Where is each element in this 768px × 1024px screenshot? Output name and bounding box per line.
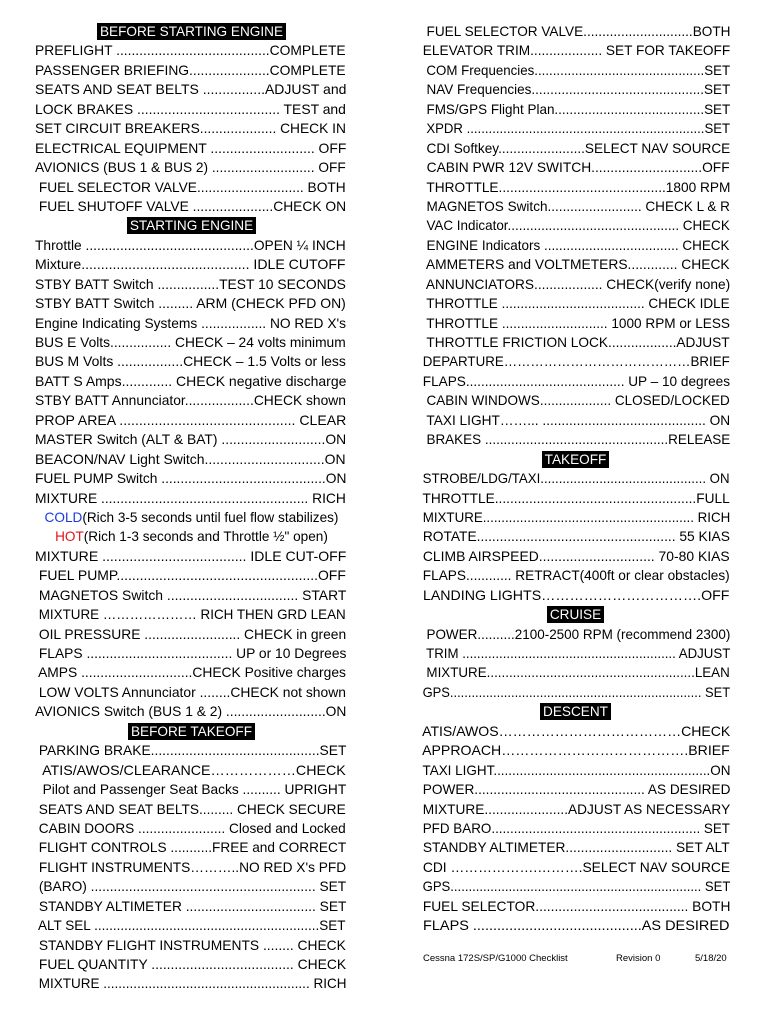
checklist-item bbox=[419, 236, 732, 255]
checklist-item bbox=[35, 236, 348, 255]
checklist-item-text: CDI ……………….……….SELECT NAV SOURCE bbox=[419, 858, 732, 877]
checklist-item bbox=[35, 119, 348, 138]
checklist-item bbox=[419, 586, 732, 605]
note-text: (Rich 1-3 seconds and Throttle ½" open) bbox=[83, 529, 328, 545]
checklist-item-text: ANNUNCIATORS.................. CHECK(verify none) bbox=[419, 275, 732, 294]
checklist-item-text: THROTTLE FRICTION LOCK..................ADJUST bbox=[419, 333, 732, 352]
checklist-item-text: THROTTLE ...................................... CHECK IDLE bbox=[419, 294, 732, 313]
checklist-item-text: SEATS AND SEAT BELTS......... CHECK SECURE bbox=[35, 800, 348, 819]
section-header bbox=[419, 702, 732, 721]
checklist-item-text: STROBE/LDG/TAXI............................................. ON bbox=[419, 469, 732, 488]
checklist-item-text: THROTTLE............................................1800 RPM bbox=[419, 178, 732, 197]
footer-revision: Revision 0 bbox=[616, 953, 661, 964]
checklist-item-text: MIXTURE......................ADJUST AS NECESSARY bbox=[419, 800, 732, 819]
checklist-item-text: SEATS AND SEAT BELTS ................ADJUST and bbox=[35, 80, 348, 99]
checklist-item bbox=[35, 372, 348, 391]
checklist-item-text: Pilot and Passenger Seat Backs .......... UPRIGHT bbox=[35, 780, 348, 799]
section-header bbox=[419, 605, 732, 624]
section-header bbox=[35, 22, 348, 41]
checklist-item-text: ENGINE Indicators .................................... CHECK bbox=[419, 236, 732, 255]
checklist-item-text: CABIN DOORS ....................... Closed and Locked bbox=[35, 819, 348, 838]
section-header-label: DESCENT bbox=[540, 703, 611, 720]
checklist-item bbox=[419, 683, 732, 702]
checklist-item bbox=[35, 275, 348, 294]
checklist-item bbox=[35, 819, 348, 838]
checklist-item bbox=[35, 702, 348, 721]
checklist-item-text: DEPARTURE……………………………………BRIEF bbox=[419, 352, 732, 371]
section-header-label: STARTING ENGINE bbox=[127, 217, 256, 234]
section-header-label: CRUISE bbox=[547, 606, 604, 623]
checklist-item bbox=[35, 877, 348, 896]
checklist-item-text: MIXTURE ………………… RICH THEN GRD LEAN bbox=[35, 605, 348, 624]
checklist-item bbox=[35, 255, 348, 274]
temperature-note bbox=[35, 508, 348, 527]
checklist-item-text: FLIGHT CONTROLS ...........FREE and CORRECT bbox=[35, 838, 348, 857]
checklist-item-text: BUS E Volts................ CHECK – 24 volts minimum bbox=[35, 333, 348, 352]
checklist-item-text: THROTTLE.....................................................FULL bbox=[419, 489, 732, 508]
checklist-item-text: GPS..................................................................... SET bbox=[419, 877, 732, 896]
checklist-item bbox=[35, 197, 348, 216]
checklist-item bbox=[35, 955, 348, 974]
checklist-item bbox=[419, 819, 732, 838]
checklist-item bbox=[419, 158, 732, 177]
checklist-item-text: THROTTLE ............................ 1000 RPM or LESS bbox=[419, 314, 732, 333]
checklist-item-text: FLAPS ..........................................AS DESIRED bbox=[419, 916, 732, 935]
checklist-item-text: TRIM .......................................................... ADJUST bbox=[419, 644, 732, 663]
checklist-item-text: COM Frequencies..............................................SET bbox=[419, 61, 732, 80]
checklist-item-text: Mixture........................................... IDLE CUTOFF bbox=[35, 255, 348, 274]
checklist-item-text: ALT SEL ............................................................SET bbox=[35, 916, 348, 935]
checklist-item-text: CABIN PWR 12V SWITCH.............................OFF bbox=[419, 158, 732, 177]
checklist-item-text: FUEL QUANTITY ..................................... CHECK bbox=[35, 955, 348, 974]
checklist-item-text: TAXI LIGHT..........................................................ON bbox=[419, 761, 732, 780]
section-header-label: TAKEOFF bbox=[542, 451, 610, 468]
checklist-item-text: XPDR .................................................................SET bbox=[419, 119, 732, 138]
checklist-item bbox=[419, 372, 732, 391]
note-label: COLD bbox=[44, 509, 83, 525]
checklist-item-text: FUEL SHUTOFF VALVE .....................CHECK ON bbox=[35, 197, 348, 216]
checklist-item-text: FLIGHT INSTRUMENTS………..NO RED X's PFD bbox=[35, 858, 348, 877]
temperature-note bbox=[35, 527, 348, 546]
checklist-item-text: MAGNETOS Switch......................... CHECK L & R bbox=[419, 197, 732, 216]
checklist-item bbox=[35, 352, 348, 371]
checklist-item-text: BATT S Amps............. CHECK negative discharge bbox=[35, 372, 348, 391]
checklist-item bbox=[419, 61, 732, 80]
checklist-item bbox=[419, 41, 732, 60]
checklist-item bbox=[35, 741, 348, 760]
checklist-item-text: LOW VOLTS Annunciator ........CHECK not shown bbox=[35, 683, 348, 702]
checklist-item bbox=[35, 897, 348, 916]
checklist-item-text: Engine Indicating Systems ................. NO RED X's bbox=[35, 314, 348, 333]
checklist-item-text: FLAPS.......................................... UP – 10 degrees bbox=[419, 372, 732, 391]
section-header bbox=[35, 722, 348, 741]
checklist-item bbox=[35, 683, 348, 702]
checklist-item-text: FUEL SELECTOR VALVE............................ BOTH bbox=[35, 178, 348, 197]
checklist-item bbox=[35, 61, 348, 80]
checklist-item bbox=[35, 936, 348, 955]
checklist-item-text: LANDING LIGHTS…………………………….OFF bbox=[419, 586, 732, 605]
checklist-item-text: STBY BATT Switch ................TEST 10 SECONDS bbox=[35, 275, 348, 294]
checklist-item bbox=[419, 80, 732, 99]
checklist-item-text: PREFLIGHT ........................................COMPLETE bbox=[35, 41, 348, 60]
checklist-item bbox=[419, 197, 732, 216]
checklist-item-text: FUEL SELECTOR........................................ BOTH bbox=[419, 897, 732, 916]
checklist-item-text: VAC Indicator.............................................. CHECK bbox=[419, 216, 732, 235]
checklist-item-text: CLIMB AIRSPEED.............................. 70-80 KIAS bbox=[419, 547, 732, 566]
checklist-item bbox=[419, 411, 732, 430]
checklist-item bbox=[419, 100, 732, 119]
checklist-item bbox=[419, 255, 732, 274]
checklist-item bbox=[35, 178, 348, 197]
checklist-item bbox=[35, 411, 348, 430]
checklist-item bbox=[35, 547, 348, 566]
checklist-item bbox=[35, 625, 348, 644]
checklist-item bbox=[419, 527, 732, 546]
checklist-item bbox=[35, 158, 348, 177]
checklist-item bbox=[419, 216, 732, 235]
checklist-item-text: GPS...................................................................... SET bbox=[419, 683, 732, 702]
checklist-item-text: ROTATE.................................................... 55 KIAS bbox=[419, 527, 732, 546]
checklist-item-text: STBY BATT Annunciator..................CHECK shown bbox=[35, 391, 348, 410]
checklist-item-text: ELECTRICAL EQUIPMENT ........................... OFF bbox=[35, 139, 348, 158]
checklist-item bbox=[419, 333, 732, 352]
checklist-item-text: FLAPS............ RETRACT(400ft or clear obstacles) bbox=[419, 566, 732, 585]
checklist-item bbox=[35, 644, 348, 663]
checklist-item-text: FMS/GPS Flight Plan........................................SET bbox=[419, 100, 732, 119]
checklist-item-text: (BARO) ........................................................... SET bbox=[35, 877, 348, 896]
checklist-item bbox=[35, 761, 348, 780]
checklist-item-text: APPROACH………………………………….BRIEF bbox=[419, 741, 732, 760]
checklist-item-text: MIXTURE ...................................................... RICH bbox=[35, 489, 348, 508]
checklist-item bbox=[35, 974, 348, 993]
checklist-item bbox=[419, 625, 732, 644]
section-header bbox=[419, 450, 732, 469]
checklist-item-text: Throttle ............................................OPEN ¼ INCH bbox=[35, 236, 348, 255]
checklist-item bbox=[419, 119, 732, 138]
section-header-label: BEFORE STARTING ENGINE bbox=[97, 23, 286, 40]
checklist-item-text: BRAKES .................................................RELEASE bbox=[419, 430, 732, 449]
checklist-item-text: TAXI LIGHT……... ........................................... ON bbox=[419, 411, 732, 430]
checklist-item bbox=[419, 22, 732, 41]
checklist-item bbox=[35, 838, 348, 857]
checklist-item-text: AMPS .............................CHECK Positive charges bbox=[35, 663, 348, 682]
checklist-item bbox=[419, 897, 732, 916]
checklist-item bbox=[35, 314, 348, 333]
checklist-item bbox=[35, 333, 348, 352]
checklist-item bbox=[35, 489, 348, 508]
checklist-item bbox=[419, 508, 732, 527]
checklist-item bbox=[35, 469, 348, 488]
checklist-item-text: MAGNETOS Switch .................................. START bbox=[35, 586, 348, 605]
checklist-item-text: POWER..........2100-2500 RPM (recommend 2300) bbox=[419, 625, 732, 644]
checklist-item-text: OIL PRESSURE ......................... CHECK in green bbox=[35, 625, 348, 644]
checklist-item bbox=[419, 741, 732, 760]
checklist-item-text: MIXTURE ....................................................... RICH bbox=[35, 974, 348, 993]
checklist-item-text: SET CIRCUIT BREAKERS.................... CHECK IN bbox=[35, 119, 348, 138]
checklist-item bbox=[419, 391, 732, 410]
checklist-item-text: ATIS/AWOS/CLEARANCE………………CHECK bbox=[35, 761, 348, 780]
checklist-item bbox=[419, 838, 732, 857]
checklist-item bbox=[35, 800, 348, 819]
checklist-item bbox=[419, 858, 732, 877]
checklist-item bbox=[419, 430, 732, 449]
checklist-item-text: LOCK BRAKES ..................................... TEST and bbox=[35, 100, 348, 119]
checklist-item bbox=[419, 352, 732, 371]
checklist-item-text: STBY BATT Switch ......... ARM (CHECK PFD ON) bbox=[35, 294, 348, 313]
checklist-item-text: BEACON/NAV Light Switch...............................ON bbox=[35, 450, 348, 469]
checklist-item bbox=[35, 139, 348, 158]
checklist-item-text: MASTER Switch (ALT & BAT) ...........................ON bbox=[35, 430, 348, 449]
checklist-item-text: STANDBY ALTIMETER............................ SET ALT bbox=[419, 838, 732, 857]
checklist-item-text: AVIONICS (BUS 1 & BUS 2) ........................... OFF bbox=[35, 158, 348, 177]
checklist-item bbox=[35, 450, 348, 469]
checklist-item-text: BUS M Volts .................CHECK – 1.5 Volts or less bbox=[35, 352, 348, 371]
checklist-item bbox=[419, 547, 732, 566]
checklist-item bbox=[35, 663, 348, 682]
checklist-item-text: FUEL PUMP Switch ...........................................ON bbox=[35, 469, 348, 488]
checklist-item bbox=[35, 858, 348, 877]
checklist-item bbox=[419, 916, 732, 935]
checklist-column-left bbox=[35, 22, 348, 994]
section-header-label: BEFORE TAKEOFF bbox=[128, 723, 255, 740]
checklist-item-text: STANDBY FLIGHT INSTRUMENTS ........ CHECK bbox=[35, 936, 348, 955]
checklist-item-text: STANDBY ALTIMETER .................................. SET bbox=[35, 897, 348, 916]
footer-date: 5/18/20 bbox=[695, 953, 727, 964]
checklist-item-text: NAV Frequencies..............................................SET bbox=[419, 80, 732, 99]
checklist-item bbox=[35, 41, 348, 60]
footer-title: Cessna 172S/SP/G1000 Checklist bbox=[423, 953, 568, 964]
checklist-item bbox=[419, 469, 732, 488]
checklist-item-text: MIXTURE........................................................LEAN bbox=[419, 663, 732, 682]
checklist-item bbox=[419, 489, 732, 508]
checklist-item bbox=[35, 916, 348, 935]
section-header bbox=[35, 216, 348, 235]
checklist-column-right bbox=[419, 22, 732, 936]
checklist-item-text: PROP AREA ............................................. CLEAR bbox=[35, 411, 348, 430]
checklist-item bbox=[419, 800, 732, 819]
checklist-item bbox=[419, 566, 732, 585]
checklist-item-text: POWER............................................. AS DESIRED bbox=[419, 780, 732, 799]
checklist-item bbox=[419, 139, 732, 158]
checklist-item bbox=[35, 430, 348, 449]
checklist-item bbox=[419, 275, 732, 294]
checklist-item bbox=[35, 586, 348, 605]
checklist-item bbox=[35, 566, 348, 585]
checklist-item-text: ELEVATOR TRIM................... SET FOR TAKEOFF bbox=[419, 41, 732, 60]
checklist-item-text: AVIONICS Switch (BUS 1 & 2) ..........................ON bbox=[35, 702, 348, 721]
checklist-item-text: AMMETERS and VOLTMETERS............. CHECK bbox=[419, 255, 732, 274]
checklist-item bbox=[35, 391, 348, 410]
checklist-item bbox=[419, 877, 732, 896]
checklist-item-text: FLAPS ...................................... UP or 10 Degrees bbox=[35, 644, 348, 663]
checklist-item bbox=[419, 178, 732, 197]
checklist-item-text: CDI Softkey.......................SELECT NAV SOURCE bbox=[419, 139, 732, 158]
note-text: (Rich 3-5 seconds until fuel flow stabilizes) bbox=[82, 509, 339, 525]
checklist-item bbox=[419, 722, 732, 741]
checklist-item bbox=[419, 761, 732, 780]
checklist-item-text: PFD BARO........................................................ SET bbox=[419, 819, 732, 838]
checklist-item bbox=[419, 314, 732, 333]
checklist-item-text: MIXTURE......................................................... RICH bbox=[419, 508, 732, 527]
checklist-item bbox=[35, 294, 348, 313]
checklist-item bbox=[35, 100, 348, 119]
checklist-item-text: ATIS/AWOS…………………………………CHECK bbox=[419, 722, 732, 741]
checklist-item bbox=[35, 780, 348, 799]
checklist-item-text: FUEL SELECTOR VALVE.............................BOTH bbox=[419, 22, 732, 41]
checklist-item-text: CABIN WINDOWS................... CLOSED/LOCKED bbox=[419, 391, 732, 410]
checklist-item bbox=[419, 663, 732, 682]
checklist-item-text: PASSENGER BRIEFING.....................COMPLETE bbox=[35, 61, 348, 80]
checklist-item-text: FUEL PUMP....................................................OFF bbox=[35, 566, 348, 585]
checklist-item bbox=[419, 644, 732, 663]
checklist-item bbox=[419, 294, 732, 313]
note-label: HOT bbox=[55, 529, 84, 545]
checklist-item-text: PARKING BRAKE............................................SET bbox=[35, 741, 348, 760]
checklist-item bbox=[35, 80, 348, 99]
checklist-item-text: MIXTURE ..................................... IDLE CUT-OFF bbox=[35, 547, 348, 566]
checklist-item bbox=[35, 605, 348, 624]
checklist-item bbox=[419, 780, 732, 799]
